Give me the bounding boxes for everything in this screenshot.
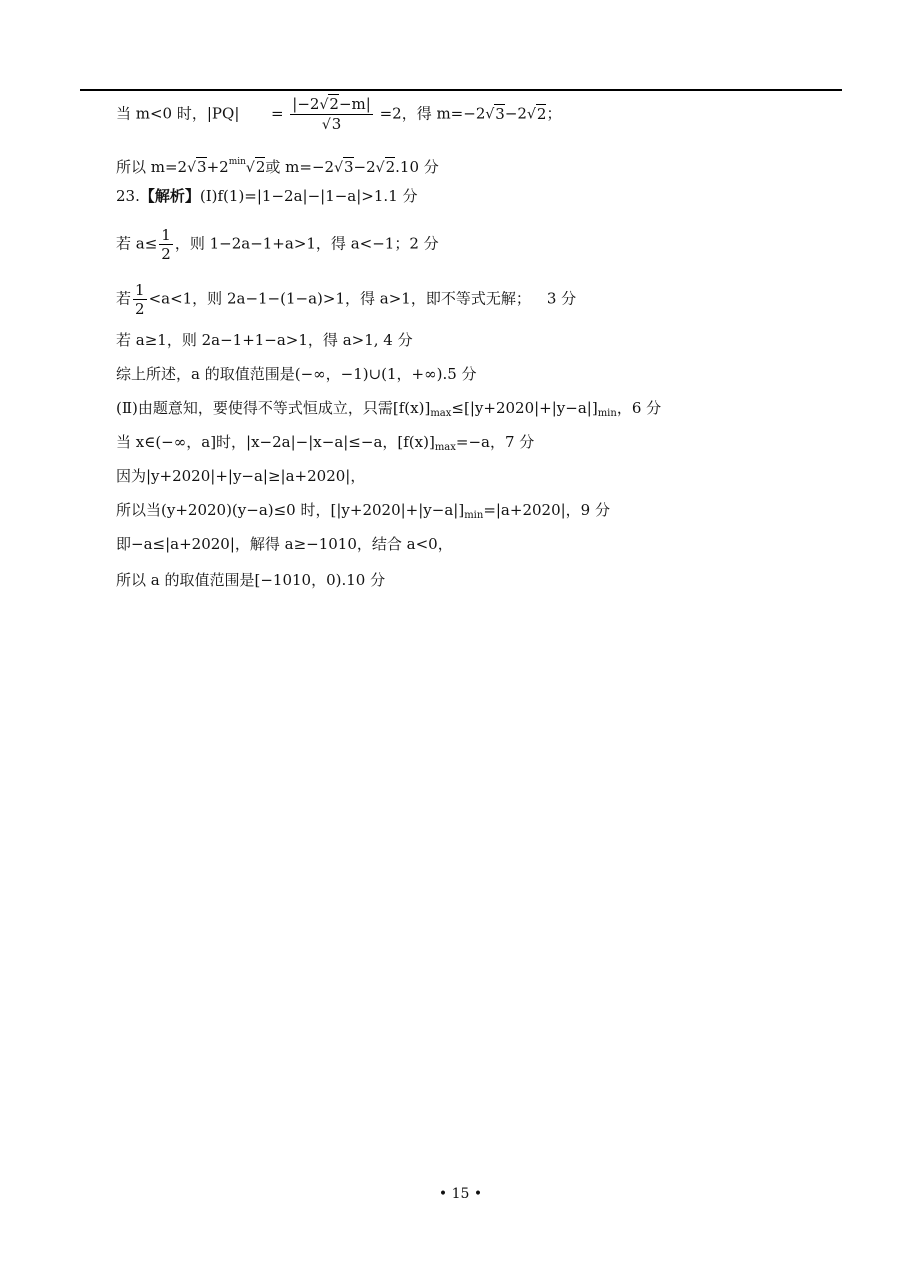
sqrt-sign: √ bbox=[187, 160, 197, 176]
radicand: 2 bbox=[255, 158, 266, 176]
text: <a<1，则 2a−1−(1−a)>1，得 a>1，即不等式无解； bbox=[148, 289, 531, 308]
text: ≤[|y+2020|+|y−a|] bbox=[451, 399, 598, 417]
text: 3 分 bbox=[546, 289, 577, 308]
text: (Ⅱ)由题意知，要使得不等式恒成立，只需[f(x)] bbox=[116, 399, 431, 417]
sqrt-sign: √ bbox=[334, 160, 343, 176]
text: =−a，7 分 bbox=[455, 433, 535, 451]
text: 当 x∈(−∞，a]时，|x−2a|−|x−a|≤−a，[f(x)] bbox=[116, 433, 435, 451]
fraction-pq bbox=[290, 95, 373, 134]
text: 若 a≤ bbox=[116, 234, 158, 253]
line-5 bbox=[116, 281, 576, 318]
text: −2 bbox=[504, 104, 527, 123]
sqrt-sign: √ bbox=[245, 160, 255, 176]
line-3 bbox=[116, 186, 418, 206]
equals: = bbox=[270, 104, 284, 123]
line-10: 因为|y+2020|+|y−a|≥|a+2020|， bbox=[116, 467, 366, 485]
text: 当 m<0 时，|PQ| bbox=[116, 104, 240, 123]
line-7: 综上所述，a 的取值范围是(−∞，−1)∪(1，+∞).5 分 bbox=[116, 365, 477, 383]
line-11 bbox=[116, 500, 610, 526]
text: 所以当(y+2020)(y−a)≤0 时，[|y+2020|+|y−a|] bbox=[116, 501, 465, 519]
text: 或 m=−2 bbox=[265, 158, 335, 176]
sqrt-sign: √ bbox=[485, 106, 495, 123]
text: ； bbox=[546, 104, 562, 123]
sqrt-sign: √ bbox=[319, 97, 329, 113]
text: ，则 1−2a−1+a>1，得 a<−1；2 分 bbox=[174, 234, 439, 253]
line-4 bbox=[116, 226, 439, 263]
line-9 bbox=[116, 432, 534, 458]
line-12: 即−a≤|a+2020|，解得 a≥−1010，结合 a<0， bbox=[116, 535, 453, 553]
sqrt-sign: √ bbox=[321, 117, 331, 133]
fraction-numerator: 1 bbox=[161, 226, 171, 244]
subscript: max bbox=[434, 442, 456, 453]
fraction-numerator bbox=[290, 95, 373, 115]
text: 若 bbox=[116, 289, 132, 308]
text: ，6 分 bbox=[616, 399, 662, 417]
question-number: 23. bbox=[116, 187, 140, 205]
sqrt-sign: √ bbox=[375, 160, 385, 176]
text: |−2 bbox=[292, 95, 320, 113]
header-rule bbox=[80, 89, 842, 91]
radicand: 2 bbox=[385, 158, 396, 176]
line-13: 所以 a 的取值范围是[−1010，0).10 分 bbox=[116, 571, 386, 589]
line-1 bbox=[116, 95, 561, 134]
subscript: min bbox=[597, 408, 617, 419]
fraction-denominator bbox=[290, 115, 373, 134]
sqrt-sign: √ bbox=[526, 106, 536, 123]
line-8 bbox=[116, 398, 661, 424]
radicand: 2 bbox=[329, 95, 339, 113]
radicand: 3 bbox=[197, 158, 207, 176]
line-6: 若 a≥1，则 2a−1+1−a>1，得 a>1, 4 分 bbox=[116, 331, 413, 349]
text: +2 bbox=[206, 158, 229, 176]
superscript: min bbox=[228, 157, 246, 167]
text: (Ⅰ)f(1)=|1−2a|−|1−a|>1.1 分 bbox=[199, 187, 418, 205]
text: −m| bbox=[338, 95, 371, 113]
subscript: max bbox=[430, 408, 452, 419]
text: 所以 m=2 bbox=[116, 158, 188, 176]
analysis-tag: 【解析】 bbox=[139, 187, 200, 205]
radicand: 3 bbox=[495, 104, 505, 123]
radicand: 3 bbox=[344, 158, 354, 176]
subscript: min bbox=[464, 510, 484, 521]
radicand: 2 bbox=[536, 104, 547, 123]
line-2 bbox=[116, 152, 439, 178]
text: =|a+2020|，9 分 bbox=[483, 501, 610, 519]
text: =2，得 m=−2 bbox=[379, 104, 486, 123]
text: .10 分 bbox=[395, 158, 439, 176]
fraction-numerator: 1 bbox=[135, 281, 145, 299]
text: −2 bbox=[353, 158, 376, 176]
fraction-half bbox=[133, 281, 147, 318]
radicand: 3 bbox=[331, 115, 342, 133]
fraction-half bbox=[159, 226, 173, 263]
fraction-denominator: 2 bbox=[135, 300, 145, 318]
page-number: • 15 • bbox=[438, 1186, 483, 1202]
fraction-denominator: 2 bbox=[161, 245, 171, 263]
